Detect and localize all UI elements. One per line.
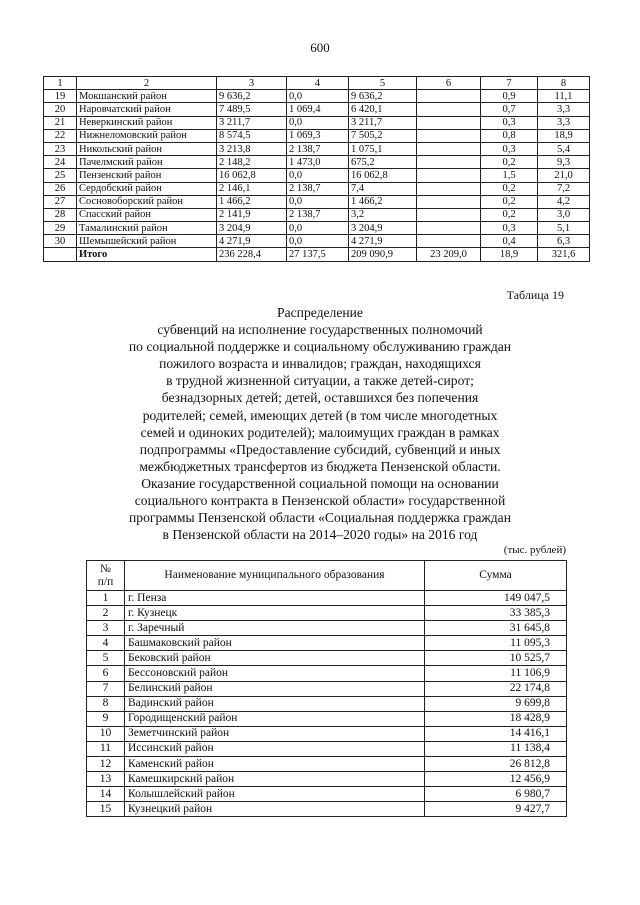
total-cell: Итого	[77, 248, 217, 261]
table-row	[44, 195, 590, 208]
table-cell: 3,3	[538, 103, 590, 116]
title-line: семей и одиноких родителей); малоимущих граждан в рамках	[140, 424, 500, 440]
total-cell	[44, 248, 77, 261]
table-header-row	[44, 77, 590, 90]
title-line: родителей; семей, имеющих детей (в том числе многодетных	[142, 407, 498, 423]
title-line: по социальной поддержке и социальному обслуживанию граждан	[128, 339, 512, 355]
table-cell: 0,2	[481, 195, 538, 208]
subvention-table	[86, 560, 567, 817]
table-cell: Пензенский район	[77, 169, 217, 182]
title-line: безнадзорных детей; детей, оставшихся без попечения	[161, 390, 479, 406]
table-cell: 18 428,9	[425, 711, 567, 726]
table-cell	[417, 103, 481, 116]
column-number-cell: 6	[417, 77, 481, 90]
title-line: пожилого возраста и инвалидов; граждан, находящихся	[159, 356, 481, 372]
table-cell: 11,1	[538, 90, 590, 103]
column-header-number	[87, 561, 125, 591]
table-cell: 12 456,9	[425, 772, 567, 787]
table-cell: 7,2	[538, 182, 590, 195]
table-cell: 2 148,2	[217, 156, 287, 169]
total-cell: 27 137,5	[287, 248, 349, 261]
table-cell: 5,4	[538, 142, 590, 155]
table-cell: 28	[44, 208, 77, 221]
table-cell: 3,2	[349, 208, 417, 221]
table-cell: 11	[87, 741, 125, 756]
table-cell: 0,2	[481, 156, 538, 169]
table-cell: 4 271,9	[349, 235, 417, 248]
table-cell: 15	[87, 802, 125, 817]
table-cell: 2 146,1	[217, 182, 287, 195]
table-cell: 0,2	[481, 208, 538, 221]
table-cell: 9 699,8	[425, 696, 567, 711]
table-cell: 26 812,8	[425, 757, 567, 772]
table-cell: 3 213,8	[217, 142, 287, 155]
table-row	[44, 169, 590, 182]
table-cell: 1 466,2	[349, 195, 417, 208]
table-cell: 26	[44, 182, 77, 195]
table-cell: г. Кузнецк	[125, 606, 425, 621]
table-cell: 1,5	[481, 169, 538, 182]
table-cell: г. Заречный	[125, 621, 425, 636]
table-cell: 0,0	[287, 90, 349, 103]
table-cell: 11 095,3	[425, 636, 567, 651]
table-cell: 22 174,8	[425, 681, 567, 696]
table-cell: Спасский район	[77, 208, 217, 221]
table-cell: 0,0	[287, 195, 349, 208]
table-cell: 0,0	[287, 222, 349, 235]
page-number: 600	[310, 40, 330, 55]
table-cell: Шемышейский район	[77, 235, 217, 248]
table-cell: 675,2	[349, 156, 417, 169]
table-cell: Тамалинский район	[77, 222, 217, 235]
table-cell: 0,0	[287, 116, 349, 129]
table-cell: Башмаковский район	[125, 636, 425, 651]
table-cell: 0,4	[481, 235, 538, 248]
table-cell: Белинский район	[125, 681, 425, 696]
table-cell: 11 138,4	[425, 741, 567, 756]
table-cell	[417, 116, 481, 129]
total-cell: 209 090,9	[349, 248, 417, 261]
total-cell: 321,6	[538, 248, 590, 261]
table-cell	[417, 169, 481, 182]
table-cell: 24	[44, 156, 77, 169]
table-row	[44, 103, 590, 116]
table-row	[44, 182, 590, 195]
table-row	[44, 129, 590, 142]
table-cell: 6,3	[538, 235, 590, 248]
table-row	[87, 757, 567, 772]
table-cell: Неверкинский район	[77, 116, 217, 129]
table-cell: 3,3	[538, 116, 590, 129]
table-cell: 14 416,1	[425, 726, 567, 741]
table-header-row	[87, 561, 567, 591]
table-cell: Городищенский район	[125, 711, 425, 726]
units-label: (тыс. рублей)	[503, 544, 566, 556]
title-line: программы Пензенской области «Социальная поддержка граждан	[129, 510, 511, 526]
title-line: межбюджетных трансфертов из бюджета Пензенской области.	[139, 458, 501, 474]
table-cell: 2 138,7	[287, 208, 349, 221]
table-cell: 12	[87, 757, 125, 772]
table-cell: 25	[44, 169, 77, 182]
table-cell: 9,3	[538, 156, 590, 169]
table-cell: Колышлейский район	[125, 787, 425, 802]
table-cell: 6 420,1	[349, 103, 417, 116]
table-cell: 16 062,8	[217, 169, 287, 182]
table-cell: 7	[87, 681, 125, 696]
table-cell: 3 211,7	[349, 116, 417, 129]
table-cell: 1 473,0	[287, 156, 349, 169]
table-cell: 0,0	[287, 235, 349, 248]
table-cell: Вадинский район	[125, 696, 425, 711]
title-line: в Пензенской области на 2014–2020 годы» на 2016 год	[162, 527, 478, 543]
table-row	[87, 772, 567, 787]
table-cell	[417, 235, 481, 248]
table-cell: 1	[87, 591, 125, 606]
table-cell: 0,7	[481, 103, 538, 116]
table-cell: 33 385,3	[425, 606, 567, 621]
table-cell: 4	[87, 636, 125, 651]
table-cell: 3,0	[538, 208, 590, 221]
table-cell: 20	[44, 103, 77, 116]
table-cell: 6 980,7	[425, 787, 567, 802]
table-cell: Каменский район	[125, 757, 425, 772]
table-cell: 30	[44, 235, 77, 248]
table-row	[87, 802, 567, 817]
title-line: Оказание государственной социальной помощи на основании	[141, 475, 499, 491]
table-cell: 1 069,4	[287, 103, 349, 116]
table-cell: 2 141,9	[217, 208, 287, 221]
table-cell	[417, 142, 481, 155]
table-cell: 19	[44, 90, 77, 103]
table-cell: Иссинский район	[125, 741, 425, 756]
table-cell: 2 138,7	[287, 142, 349, 155]
column-header-number-line2: п/п	[97, 575, 114, 588]
table-cell: 0,3	[481, 142, 538, 155]
table-cell: 10	[87, 726, 125, 741]
table-cell: Никольский район	[77, 142, 217, 155]
table-cell: 9 636,2	[349, 90, 417, 103]
table-cell: Сердобский район	[77, 182, 217, 195]
table-cell: Земетчинский район	[125, 726, 425, 741]
table-cell: 1 466,2	[217, 195, 287, 208]
table-cell: 5,1	[538, 222, 590, 235]
table-cell: 2 138,7	[287, 182, 349, 195]
total-cell: 23 209,0	[417, 248, 481, 261]
table-cell: Мокшанский район	[77, 90, 217, 103]
column-number-cell: 2	[77, 77, 217, 90]
table-cell	[417, 182, 481, 195]
table-row	[87, 591, 567, 606]
table-cell: 0,3	[481, 116, 538, 129]
table-cell: 21	[44, 116, 77, 129]
table-cell: 3 211,7	[217, 116, 287, 129]
table-cell: 4 271,9	[217, 235, 287, 248]
table-cell: г. Пенза	[125, 591, 425, 606]
document-title	[70, 304, 570, 543]
table-cell	[417, 90, 481, 103]
table-cell: 10 525,7	[425, 651, 567, 666]
table-row	[87, 787, 567, 802]
table-cell: 13	[87, 772, 125, 787]
table-cell: 5	[87, 651, 125, 666]
table-cell: Пачелмский район	[77, 156, 217, 169]
table-cell: 0,3	[481, 222, 538, 235]
table-cell	[417, 156, 481, 169]
table-row	[44, 235, 590, 248]
title-line: в трудной жизненной ситуации, а также детей-сирот;	[166, 373, 474, 389]
table-cell: Нижнеломовский район	[77, 129, 217, 142]
table-cell: Наровчатский район	[77, 103, 217, 116]
table-cell: 149 047,5	[425, 591, 567, 606]
table-row	[44, 90, 590, 103]
table-cell: 23	[44, 142, 77, 155]
table-cell: 3 204,9	[217, 222, 287, 235]
table-cell	[417, 222, 481, 235]
total-row	[44, 248, 590, 261]
table-cell	[417, 208, 481, 221]
table-row	[87, 636, 567, 651]
total-cell: 18,9	[481, 248, 538, 261]
table-row	[87, 666, 567, 681]
table-cell: 4,2	[538, 195, 590, 208]
table-cell: 21,0	[538, 169, 590, 182]
title-line: подпрограммы «Предоставление субсидий, субвенций и иных	[139, 441, 501, 457]
table-row	[87, 606, 567, 621]
title-line: социального контракта в Пензенской области» государственной	[134, 493, 506, 509]
table-cell: 9 427,7	[425, 802, 567, 817]
table-cell: 16 062,8	[349, 169, 417, 182]
table-cell	[417, 195, 481, 208]
table-row	[87, 696, 567, 711]
table-row	[87, 621, 567, 636]
column-number-cell: 5	[349, 77, 417, 90]
table-cell: Сосновоборский район	[77, 195, 217, 208]
table-row	[87, 651, 567, 666]
table-cell: 2	[87, 606, 125, 621]
table-row	[87, 726, 567, 741]
column-number-cell: 7	[481, 77, 538, 90]
total-cell: 236 228,4	[217, 248, 287, 261]
column-header-number-line1: №	[100, 562, 111, 575]
table-cell: 14	[87, 787, 125, 802]
table-cell	[417, 129, 481, 142]
table-cell: 0,9	[481, 90, 538, 103]
table-cell: 1 075,1	[349, 142, 417, 155]
table-cell: 3	[87, 621, 125, 636]
table-cell: 11 106,9	[425, 666, 567, 681]
table-cell: Бессоновский район	[125, 666, 425, 681]
table-row	[87, 681, 567, 696]
table-cell: Камешкирский район	[125, 772, 425, 787]
district-distribution-table	[43, 76, 590, 262]
table-cell: 8 574,5	[217, 129, 287, 142]
column-header-sum: Сумма	[425, 561, 567, 591]
table-row	[44, 156, 590, 169]
column-number-cell: 1	[44, 77, 77, 90]
table-cell: 18,9	[538, 129, 590, 142]
column-number-cell: 8	[538, 77, 590, 90]
table-cell: 1 069,3	[287, 129, 349, 142]
table-cell: 7 505,2	[349, 129, 417, 142]
table-cell: 0,8	[481, 129, 538, 142]
table-cell: 9	[87, 711, 125, 726]
table-cell: 22	[44, 129, 77, 142]
table-cell: 6	[87, 666, 125, 681]
column-number-cell: 4	[287, 77, 349, 90]
table-cell: 31 645,8	[425, 621, 567, 636]
column-number-cell: 3	[217, 77, 287, 90]
table-cell: 8	[87, 696, 125, 711]
column-header-name: Наименование муниципального образования	[125, 561, 425, 591]
table-cell: 3 204,9	[349, 222, 417, 235]
title-heading: Распределение	[277, 305, 363, 320]
table-cell: 7,4	[349, 182, 417, 195]
table-cell: 0,2	[481, 182, 538, 195]
title-line: субвенций на исполнение государственных полномочий	[157, 322, 483, 338]
table-cell: 9 636,2	[217, 90, 287, 103]
table-cell: 27	[44, 195, 77, 208]
table-row	[44, 222, 590, 235]
table-cell: Кузнецкий район	[125, 802, 425, 817]
table-cell: 29	[44, 222, 77, 235]
table-row	[44, 116, 590, 129]
table-label: Таблица 19	[506, 288, 564, 302]
table-cell: 0,0	[287, 169, 349, 182]
table-row	[87, 711, 567, 726]
table-row	[44, 208, 590, 221]
table-cell: Бековский район	[125, 651, 425, 666]
table-row	[44, 142, 590, 155]
table-cell: 7 489,5	[217, 103, 287, 116]
table-row	[87, 741, 567, 756]
